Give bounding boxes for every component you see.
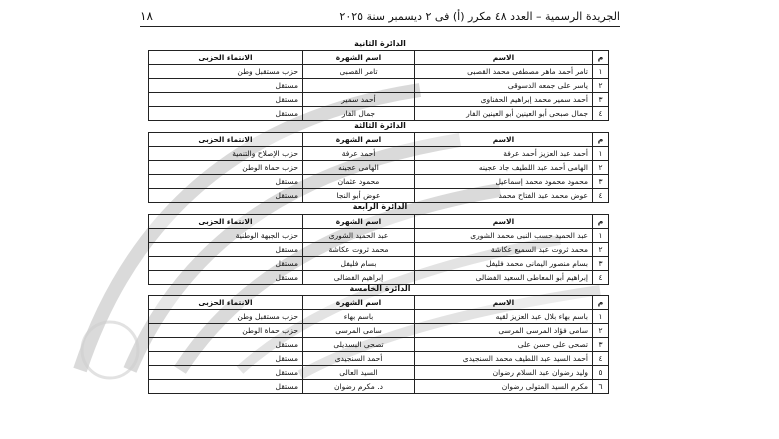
row-number: ٢ — [593, 324, 609, 338]
party-affiliation: مستقل — [149, 243, 303, 257]
header-title: الجريدة الرسمية – العدد ٤٨ مكرر (أ) فى ٢ ديسمبر سنة ٢٠٢٥ — [339, 9, 620, 23]
circuit-table — [148, 132, 609, 203]
header-num: م — [593, 215, 609, 229]
party-affiliation: مستقل — [149, 352, 303, 366]
candidate-name: بسام منصور اليمانى محمد فليفل — [415, 257, 593, 271]
candidate-known-name: أحمد السنجيدى — [303, 352, 415, 366]
candidate-known-name: بسام فليفل — [303, 257, 415, 271]
candidate-name: محمد ثروت عبد السميع عكاشة — [415, 243, 593, 257]
header-name: الاسم — [415, 133, 593, 147]
table-row — [149, 380, 609, 394]
header-num: م — [593, 296, 609, 310]
party-affiliation: مستقل — [149, 175, 303, 189]
table-row — [149, 324, 609, 338]
table-row — [149, 310, 609, 324]
table-row — [149, 107, 609, 121]
circuit-table — [148, 295, 609, 394]
candidate-name: جمال صبحى أبو العينين أبو العينين الفار — [415, 107, 593, 121]
party-affiliation: حزب مستقبل وطن — [149, 65, 303, 79]
table-row — [149, 229, 609, 243]
circuit-title: الدائرة الثالثة — [354, 121, 406, 130]
candidate-known-name: أحمد عرفة — [303, 147, 415, 161]
party-affiliation: مستقل — [149, 366, 303, 380]
row-number: ١ — [593, 310, 609, 324]
table-row — [149, 243, 609, 257]
table-row — [149, 271, 609, 285]
header-num: م — [593, 133, 609, 147]
candidate-known-name: محمد ثروت عكاشة — [303, 243, 415, 257]
table-row — [149, 147, 609, 161]
candidate-known-name — [303, 79, 415, 93]
header-name: الاسم — [415, 296, 593, 310]
table-row — [149, 352, 609, 366]
row-number: ٦ — [593, 380, 609, 394]
row-number: ١ — [593, 229, 609, 243]
candidate-known-name: تامر القصبى — [303, 65, 415, 79]
row-number: ٤ — [593, 107, 609, 121]
header-fame: اسم الشهرة — [303, 296, 415, 310]
party-affiliation: حزب مستقبل وطن — [149, 310, 303, 324]
table-row — [149, 93, 609, 107]
candidate-known-name: إبراهيم الفضالى — [303, 271, 415, 285]
row-number: ٣ — [593, 257, 609, 271]
candidate-known-name: محمود عثمان — [303, 175, 415, 189]
candidate-name: تامر أحمد ماهر مصطفى محمد القصبى — [415, 65, 593, 79]
candidate-known-name: السيد العالى — [303, 366, 415, 380]
candidate-known-name: عوض أبو النجا — [303, 189, 415, 203]
table-row — [149, 338, 609, 352]
party-affiliation: حزب حماة الوطن — [149, 324, 303, 338]
table-row — [149, 189, 609, 203]
table-row — [149, 161, 609, 175]
row-number: ١ — [593, 65, 609, 79]
candidate-name: أحمد سمير محمد إبراهيم الحفناوى — [415, 93, 593, 107]
candidate-name: مكرم السيد المتولى رضوان — [415, 380, 593, 394]
table-row — [149, 65, 609, 79]
row-number: ٣ — [593, 338, 609, 352]
party-affiliation: حزب الجبهة الوطنية — [149, 229, 303, 243]
circuit-title: الدائرة الخامسة — [349, 284, 411, 293]
candidate-name: سامى فؤاد المرسى المرسى — [415, 324, 593, 338]
candidate-name: عوض محمد عبد الفتاح محمد — [415, 189, 593, 203]
page-header — [140, 8, 620, 24]
candidate-name: عبد الحميد حسب النبى محمد الشورى — [415, 229, 593, 243]
table-row — [149, 366, 609, 380]
circuit-table — [148, 50, 609, 121]
header-party: الانتماء الحزبى — [149, 51, 303, 65]
row-number: ٢ — [593, 161, 609, 175]
table-row — [149, 175, 609, 189]
candidate-name: باسم بهاء بلال عبد العزيز لقيه — [415, 310, 593, 324]
candidate-name: وليد رضوان عبد السلام رضوان — [415, 366, 593, 380]
row-number: ٤ — [593, 352, 609, 366]
party-affiliation: حزب حماة الوطن — [149, 161, 303, 175]
candidate-known-name: تصحى البسديلى — [303, 338, 415, 352]
header-party: الانتماء الحزبى — [149, 296, 303, 310]
party-affiliation: مستقل — [149, 380, 303, 394]
row-number: ٣ — [593, 175, 609, 189]
party-affiliation: مستقل — [149, 107, 303, 121]
header-fame: اسم الشهرة — [303, 215, 415, 229]
party-affiliation: مستقل — [149, 338, 303, 352]
row-number: ٢ — [593, 243, 609, 257]
candidate-known-name: عبد الحميد الشورى — [303, 229, 415, 243]
candidate-name: تصحى على حسن على — [415, 338, 593, 352]
row-number: ٥ — [593, 366, 609, 380]
party-affiliation: مستقل — [149, 271, 303, 285]
header-party: الانتماء الحزبى — [149, 215, 303, 229]
candidate-name: أحمد عبد العزيز أحمد عرفة — [415, 147, 593, 161]
circuit-title: الدائرة الرابعة — [352, 202, 408, 211]
header-name: الاسم — [415, 215, 593, 229]
page-number: ١٨ — [140, 9, 153, 23]
party-affiliation: حزب الإصلاح والتنمية — [149, 147, 303, 161]
row-number: ١ — [593, 147, 609, 161]
row-number: ٤ — [593, 271, 609, 285]
party-affiliation: مستقل — [149, 79, 303, 93]
header-party: الانتماء الحزبى — [149, 133, 303, 147]
header-fame: اسم الشهرة — [303, 133, 415, 147]
header-name: الاسم — [415, 51, 593, 65]
candidate-name: ياسر على جمعه الدسوقى — [415, 79, 593, 93]
table-row — [149, 79, 609, 93]
candidate-name: أحمد السيد عبد اللطيف محمد السنجيدى — [415, 352, 593, 366]
table-row — [149, 257, 609, 271]
row-number: ٢ — [593, 79, 609, 93]
party-affiliation: مستقل — [149, 189, 303, 203]
header-num: م — [593, 51, 609, 65]
header-rule — [140, 26, 620, 27]
row-number: ٣ — [593, 93, 609, 107]
candidate-known-name: د. مكرم رضوان — [303, 380, 415, 394]
circuit-title: الدائرة الثانية — [354, 39, 406, 48]
candidate-name: محمود محمود محمد إسماعيل — [415, 175, 593, 189]
candidate-known-name: الهامى عجينه — [303, 161, 415, 175]
candidate-name: الهامى أحمد عبد اللطيف جاد عجينه — [415, 161, 593, 175]
party-affiliation: مستقل — [149, 93, 303, 107]
candidate-name: إبراهيم أبو المعاطى السعيد الفضالى — [415, 271, 593, 285]
candidate-known-name: جمال الفار — [303, 107, 415, 121]
party-affiliation: مستقل — [149, 257, 303, 271]
circuit-table — [148, 214, 609, 285]
candidate-known-name: سامى المرسى — [303, 324, 415, 338]
header-fame: اسم الشهرة — [303, 51, 415, 65]
candidate-known-name: باسم بهاء — [303, 310, 415, 324]
row-number: ٤ — [593, 189, 609, 203]
candidate-known-name: أحمد سمير — [303, 93, 415, 107]
